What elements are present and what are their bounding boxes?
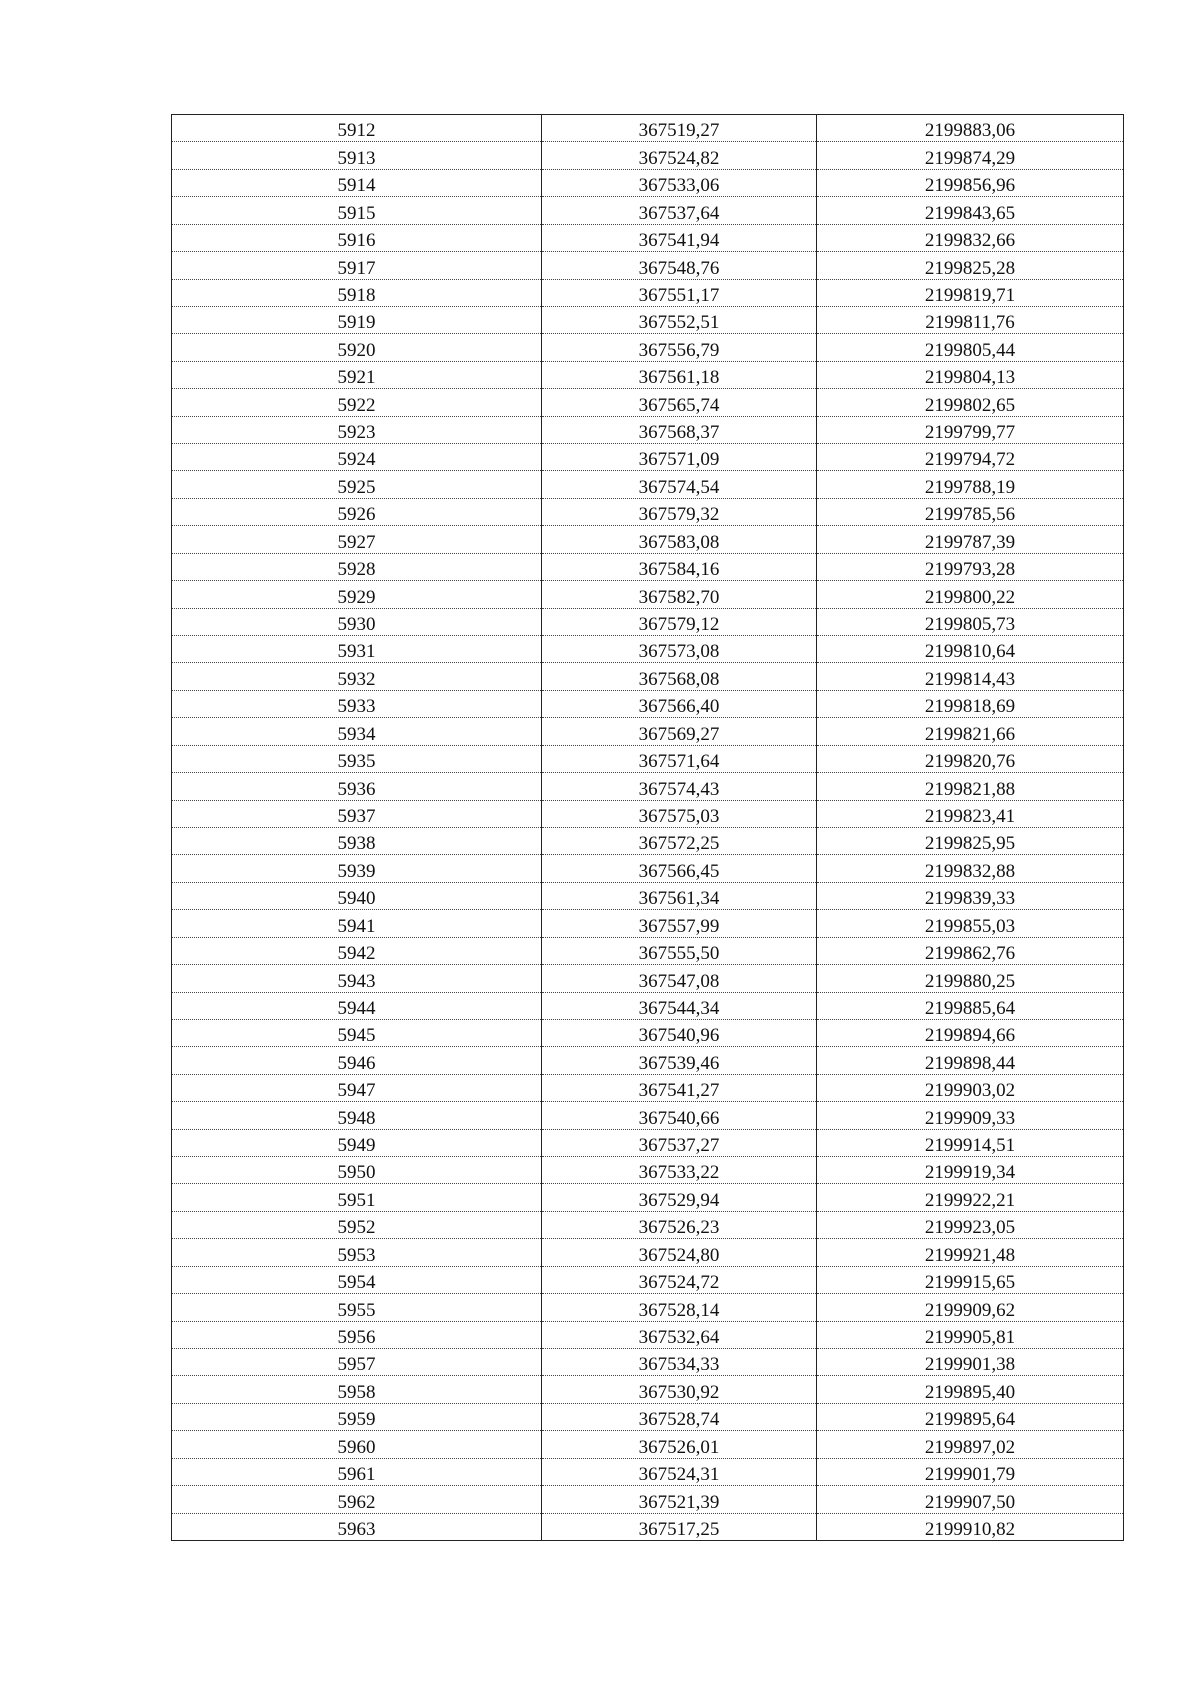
x-coordinate-cell: 367541,94 [542,224,817,251]
table-row [172,1431,1124,1458]
table-row [172,882,1124,909]
table-row [172,306,1124,333]
point-number-cell: 5941 [172,910,542,937]
point-number-cell: 5923 [172,416,542,443]
x-coordinate-cell: 367537,64 [542,197,817,224]
table-row [172,252,1124,279]
y-coordinate-cell: 2199788,19 [817,471,1124,498]
x-coordinate-cell: 367530,92 [542,1376,817,1403]
table-row [172,389,1124,416]
point-number-cell: 5936 [172,773,542,800]
y-coordinate-cell: 2199805,73 [817,608,1124,635]
x-coordinate-cell: 367579,12 [542,608,817,635]
point-number-cell: 5933 [172,690,542,717]
table-row [172,361,1124,388]
x-coordinate-cell: 367524,31 [542,1458,817,1485]
point-number-cell: 5953 [172,1239,542,1266]
x-coordinate-cell: 367528,74 [542,1403,817,1430]
table-row [172,1019,1124,1046]
x-coordinate-cell: 367571,64 [542,745,817,772]
x-coordinate-cell: 367539,46 [542,1047,817,1074]
point-number-cell: 5919 [172,306,542,333]
x-coordinate-cell: 367551,17 [542,279,817,306]
y-coordinate-cell: 2199825,28 [817,252,1124,279]
x-coordinate-cell: 367532,64 [542,1321,817,1348]
y-coordinate-cell: 2199907,50 [817,1486,1124,1513]
y-coordinate-cell: 2199919,34 [817,1157,1124,1184]
point-number-cell: 5956 [172,1321,542,1348]
y-coordinate-cell: 2199814,43 [817,663,1124,690]
x-coordinate-cell: 367548,76 [542,252,817,279]
coordinates-table [171,114,1124,1541]
y-coordinate-cell: 2199898,44 [817,1047,1124,1074]
point-number-cell: 5916 [172,224,542,251]
point-number-cell: 5955 [172,1294,542,1321]
x-coordinate-cell: 367582,70 [542,581,817,608]
table-row [172,1239,1124,1266]
x-coordinate-cell: 367566,40 [542,690,817,717]
table-row [172,800,1124,827]
y-coordinate-cell: 2199903,02 [817,1074,1124,1101]
table-row [172,1266,1124,1293]
table-row [172,553,1124,580]
x-coordinate-cell: 367521,39 [542,1486,817,1513]
point-number-cell: 5940 [172,882,542,909]
table-row [172,608,1124,635]
y-coordinate-cell: 2199923,05 [817,1211,1124,1238]
x-coordinate-cell: 367519,27 [542,115,817,142]
table-row [172,142,1124,169]
table-row [172,718,1124,745]
point-number-cell: 5921 [172,361,542,388]
table-row [172,855,1124,882]
table-row [172,636,1124,663]
table-row [172,1403,1124,1430]
table-row [172,1376,1124,1403]
x-coordinate-cell: 367566,45 [542,855,817,882]
table-row [172,965,1124,992]
x-coordinate-cell: 367583,08 [542,526,817,553]
point-number-cell: 5960 [172,1431,542,1458]
point-number-cell: 5912 [172,115,542,142]
x-coordinate-cell: 367547,08 [542,965,817,992]
table-row [172,1348,1124,1375]
table-row [172,1129,1124,1156]
table-row [172,827,1124,854]
table-row [172,279,1124,306]
x-coordinate-cell: 367540,66 [542,1102,817,1129]
point-number-cell: 5932 [172,663,542,690]
x-coordinate-cell: 367568,37 [542,416,817,443]
y-coordinate-cell: 2199805,44 [817,334,1124,361]
coordinates-table-body [172,115,1124,1541]
table-row [172,1513,1124,1540]
y-coordinate-cell: 2199901,79 [817,1458,1124,1485]
point-number-cell: 5959 [172,1403,542,1430]
table-row [172,910,1124,937]
y-coordinate-cell: 2199793,28 [817,553,1124,580]
table-row [172,581,1124,608]
x-coordinate-cell: 367574,43 [542,773,817,800]
x-coordinate-cell: 367555,50 [542,937,817,964]
table-row [172,1074,1124,1101]
y-coordinate-cell: 2199832,66 [817,224,1124,251]
y-coordinate-cell: 2199862,76 [817,937,1124,964]
y-coordinate-cell: 2199800,22 [817,581,1124,608]
point-number-cell: 5938 [172,827,542,854]
point-number-cell: 5931 [172,636,542,663]
table-row [172,745,1124,772]
point-number-cell: 5943 [172,965,542,992]
point-number-cell: 5945 [172,1019,542,1046]
y-coordinate-cell: 2199843,65 [817,197,1124,224]
point-number-cell: 5949 [172,1129,542,1156]
x-coordinate-cell: 367571,09 [542,444,817,471]
point-number-cell: 5935 [172,745,542,772]
y-coordinate-cell: 2199897,02 [817,1431,1124,1458]
table-row [172,169,1124,196]
point-number-cell: 5939 [172,855,542,882]
y-coordinate-cell: 2199819,71 [817,279,1124,306]
y-coordinate-cell: 2199874,29 [817,142,1124,169]
point-number-cell: 5951 [172,1184,542,1211]
point-number-cell: 5962 [172,1486,542,1513]
y-coordinate-cell: 2199909,62 [817,1294,1124,1321]
y-coordinate-cell: 2199821,66 [817,718,1124,745]
x-coordinate-cell: 367561,18 [542,361,817,388]
table-row [172,197,1124,224]
y-coordinate-cell: 2199894,66 [817,1019,1124,1046]
point-number-cell: 5920 [172,334,542,361]
point-number-cell: 5942 [172,937,542,964]
table-row [172,224,1124,251]
table-row [172,1047,1124,1074]
y-coordinate-cell: 2199799,77 [817,416,1124,443]
table-row [172,1211,1124,1238]
x-coordinate-cell: 367561,34 [542,882,817,909]
y-coordinate-cell: 2199825,95 [817,827,1124,854]
y-coordinate-cell: 2199909,33 [817,1102,1124,1129]
point-number-cell: 5913 [172,142,542,169]
point-number-cell: 5963 [172,1513,542,1540]
y-coordinate-cell: 2199804,13 [817,361,1124,388]
table-row [172,498,1124,525]
x-coordinate-cell: 367517,25 [542,1513,817,1540]
point-number-cell: 5917 [172,252,542,279]
point-number-cell: 5961 [172,1458,542,1485]
table-row [172,1321,1124,1348]
point-number-cell: 5934 [172,718,542,745]
x-coordinate-cell: 367569,27 [542,718,817,745]
point-number-cell: 5948 [172,1102,542,1129]
point-number-cell: 5958 [172,1376,542,1403]
table-row [172,416,1124,443]
y-coordinate-cell: 2199895,64 [817,1403,1124,1430]
point-number-cell: 5954 [172,1266,542,1293]
point-number-cell: 5947 [172,1074,542,1101]
y-coordinate-cell: 2199914,51 [817,1129,1124,1156]
table-row [172,444,1124,471]
x-coordinate-cell: 367528,14 [542,1294,817,1321]
x-coordinate-cell: 367552,51 [542,306,817,333]
y-coordinate-cell: 2199885,64 [817,992,1124,1019]
y-coordinate-cell: 2199821,88 [817,773,1124,800]
x-coordinate-cell: 367574,54 [542,471,817,498]
x-coordinate-cell: 367526,23 [542,1211,817,1238]
y-coordinate-cell: 2199905,81 [817,1321,1124,1348]
table-row [172,937,1124,964]
x-coordinate-cell: 367533,06 [542,169,817,196]
y-coordinate-cell: 2199895,40 [817,1376,1124,1403]
point-number-cell: 5922 [172,389,542,416]
y-coordinate-cell: 2199823,41 [817,800,1124,827]
x-coordinate-cell: 367579,32 [542,498,817,525]
table-row [172,773,1124,800]
y-coordinate-cell: 2199921,48 [817,1239,1124,1266]
y-coordinate-cell: 2199901,38 [817,1348,1124,1375]
table-row [172,663,1124,690]
y-coordinate-cell: 2199794,72 [817,444,1124,471]
table-row [172,992,1124,1019]
table-row [172,1184,1124,1211]
point-number-cell: 5930 [172,608,542,635]
y-coordinate-cell: 2199839,33 [817,882,1124,909]
y-coordinate-cell: 2199818,69 [817,690,1124,717]
point-number-cell: 5929 [172,581,542,608]
x-coordinate-cell: 367541,27 [542,1074,817,1101]
x-coordinate-cell: 367526,01 [542,1431,817,1458]
point-number-cell: 5946 [172,1047,542,1074]
x-coordinate-cell: 367524,82 [542,142,817,169]
x-coordinate-cell: 367524,72 [542,1266,817,1293]
x-coordinate-cell: 367575,03 [542,800,817,827]
point-number-cell: 5927 [172,526,542,553]
x-coordinate-cell: 367537,27 [542,1129,817,1156]
point-number-cell: 5914 [172,169,542,196]
y-coordinate-cell: 2199856,96 [817,169,1124,196]
y-coordinate-cell: 2199910,82 [817,1513,1124,1540]
table-row [172,334,1124,361]
x-coordinate-cell: 367544,34 [542,992,817,1019]
point-number-cell: 5925 [172,471,542,498]
table-row [172,115,1124,142]
x-coordinate-cell: 367529,94 [542,1184,817,1211]
y-coordinate-cell: 2199785,56 [817,498,1124,525]
y-coordinate-cell: 2199915,65 [817,1266,1124,1293]
point-number-cell: 5928 [172,553,542,580]
table-row [172,1102,1124,1129]
x-coordinate-cell: 367565,74 [542,389,817,416]
x-coordinate-cell: 367556,79 [542,334,817,361]
x-coordinate-cell: 367572,25 [542,827,817,854]
y-coordinate-cell: 2199811,76 [817,306,1124,333]
y-coordinate-cell: 2199880,25 [817,965,1124,992]
x-coordinate-cell: 367584,16 [542,553,817,580]
x-coordinate-cell: 367557,99 [542,910,817,937]
y-coordinate-cell: 2199810,64 [817,636,1124,663]
point-number-cell: 5944 [172,992,542,1019]
y-coordinate-cell: 2199883,06 [817,115,1124,142]
table-row [172,1294,1124,1321]
point-number-cell: 5952 [172,1211,542,1238]
point-number-cell: 5918 [172,279,542,306]
point-number-cell: 5915 [172,197,542,224]
point-number-cell: 5926 [172,498,542,525]
x-coordinate-cell: 367524,80 [542,1239,817,1266]
y-coordinate-cell: 2199787,39 [817,526,1124,553]
table-row [172,690,1124,717]
x-coordinate-cell: 367540,96 [542,1019,817,1046]
point-number-cell: 5937 [172,800,542,827]
table-row [172,471,1124,498]
point-number-cell: 5924 [172,444,542,471]
y-coordinate-cell: 2199855,03 [817,910,1124,937]
point-number-cell: 5950 [172,1157,542,1184]
point-number-cell: 5957 [172,1348,542,1375]
x-coordinate-cell: 367534,33 [542,1348,817,1375]
table-row [172,1486,1124,1513]
y-coordinate-cell: 2199832,88 [817,855,1124,882]
y-coordinate-cell: 2199922,21 [817,1184,1124,1211]
x-coordinate-cell: 367568,08 [542,663,817,690]
y-coordinate-cell: 2199820,76 [817,745,1124,772]
table-row [172,1157,1124,1184]
table-row [172,1458,1124,1485]
table-row [172,526,1124,553]
y-coordinate-cell: 2199802,65 [817,389,1124,416]
x-coordinate-cell: 367533,22 [542,1157,817,1184]
x-coordinate-cell: 367573,08 [542,636,817,663]
